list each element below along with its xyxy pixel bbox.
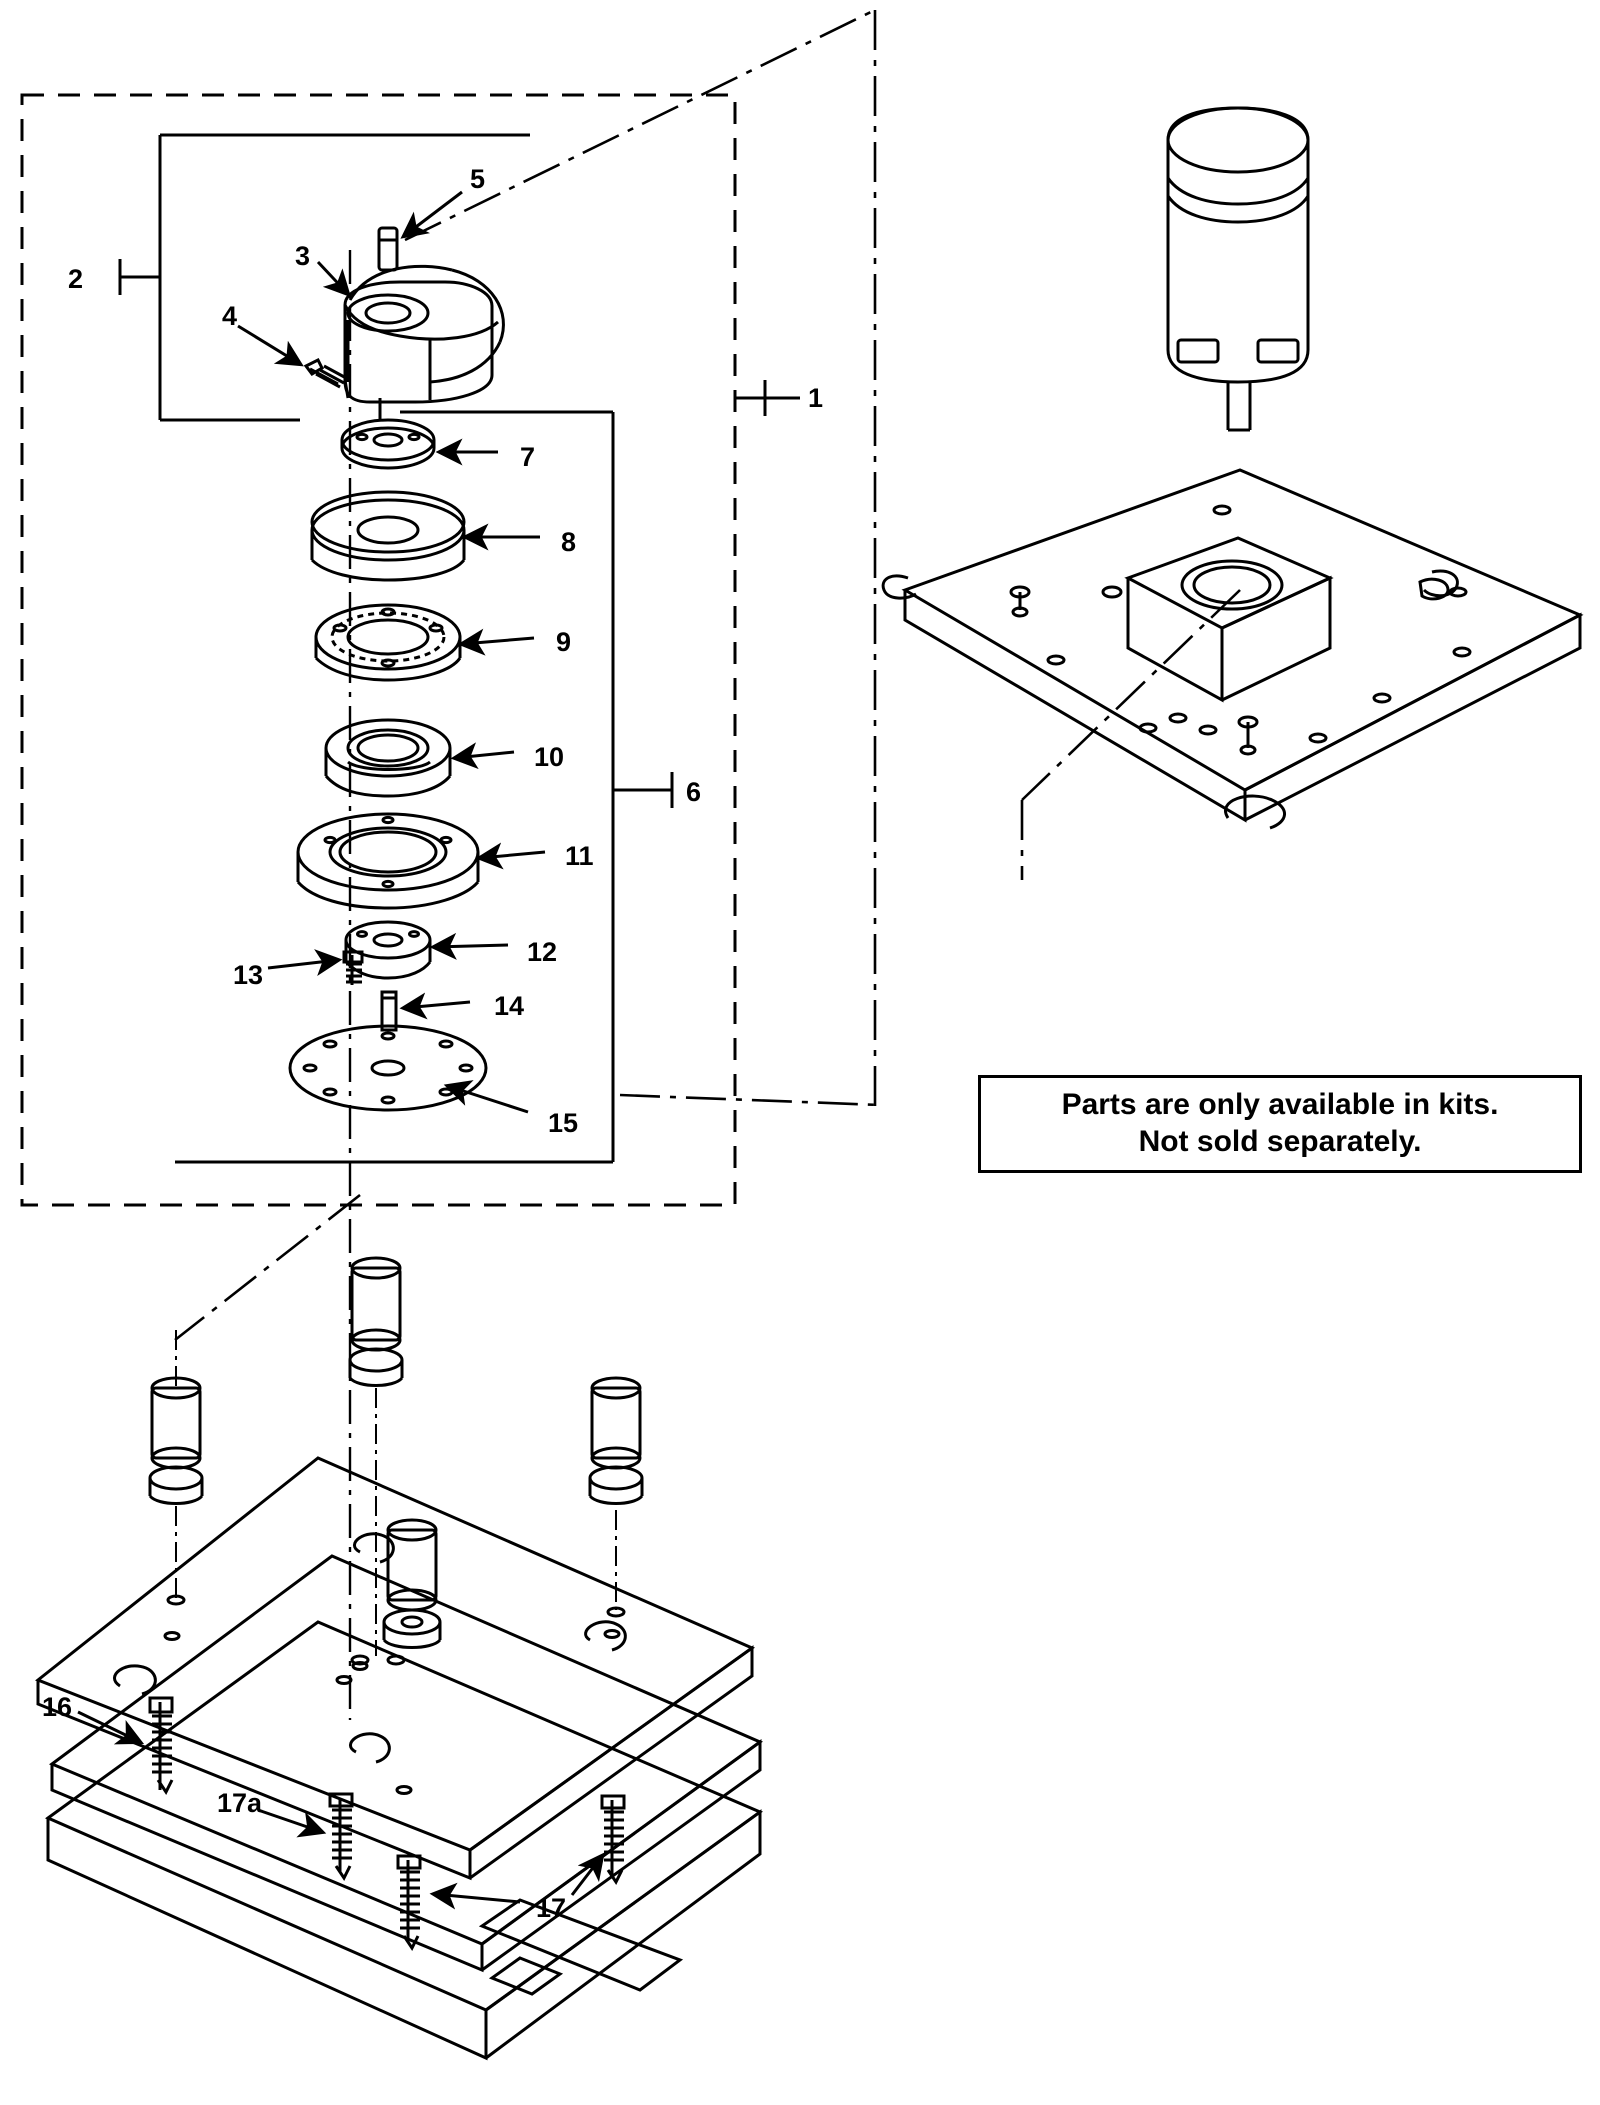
callout-3-arrow <box>318 262 348 294</box>
callout-label-17-left: 17a <box>217 1788 263 1818</box>
callout-label-17-center: 17 <box>536 1893 567 1923</box>
callout-label-3: 3 <box>295 241 311 271</box>
callout-label-6: 6 <box>686 777 702 807</box>
callout-label-2: 2 <box>68 264 84 294</box>
callout-5-arrow <box>404 192 462 236</box>
callout-label-7: 7 <box>520 442 536 472</box>
callout-label-10: 10 <box>534 742 565 772</box>
callout-13-arrow <box>268 960 338 968</box>
kit-note-line-2: Not sold separately. <box>1138 1125 1422 1158</box>
part-11-housing <box>298 814 478 908</box>
part-9-retainer <box>316 605 460 680</box>
part-3-hub <box>345 266 503 420</box>
part-4-setscrew <box>306 360 348 387</box>
part-15-flange <box>290 1026 486 1110</box>
part-10-bearing <box>326 720 450 796</box>
callout-label-11: 11 <box>565 841 594 871</box>
group-6-bracket <box>175 412 613 1162</box>
callout-label-16: 16 <box>42 1692 73 1722</box>
part-17-screw-left <box>330 1794 352 1878</box>
part-17-screw-center <box>398 1856 420 1948</box>
part-8-seal <box>312 492 464 580</box>
part-5-key <box>379 228 397 270</box>
kit-availability-note <box>978 1075 1582 1173</box>
part-16-screw <box>150 1698 172 1792</box>
callout-label-4: 4 <box>222 301 238 331</box>
callout-label-9: 9 <box>556 627 572 657</box>
kit-note-line-1: Parts are only available in kits. <box>1061 1088 1499 1122</box>
callout-9-arrow <box>462 638 534 644</box>
callout-15-arrow <box>448 1086 528 1112</box>
motor-on-deck-illustration <box>883 108 1580 828</box>
callout-10-arrow <box>455 752 514 758</box>
callout-17-center-arrow <box>434 1894 520 1902</box>
callout-label-13: 13 <box>233 960 264 990</box>
part-14-pin <box>382 992 396 1030</box>
callout-label-8: 8 <box>561 527 577 557</box>
callout-label-1: 1 <box>808 383 824 413</box>
base-assembly-illustration <box>38 1258 760 2058</box>
callout-label-14: 14 <box>494 991 525 1021</box>
callout-12-arrow <box>434 945 508 947</box>
part-7-washer <box>342 420 434 468</box>
callout-label-12: 12 <box>527 937 558 967</box>
callout-11-arrow <box>480 852 545 858</box>
callout-label-5: 5 <box>470 164 486 194</box>
callout-label-15: 15 <box>548 1108 579 1138</box>
callout-14-arrow <box>404 1002 470 1008</box>
callout-4-arrow <box>238 326 300 364</box>
